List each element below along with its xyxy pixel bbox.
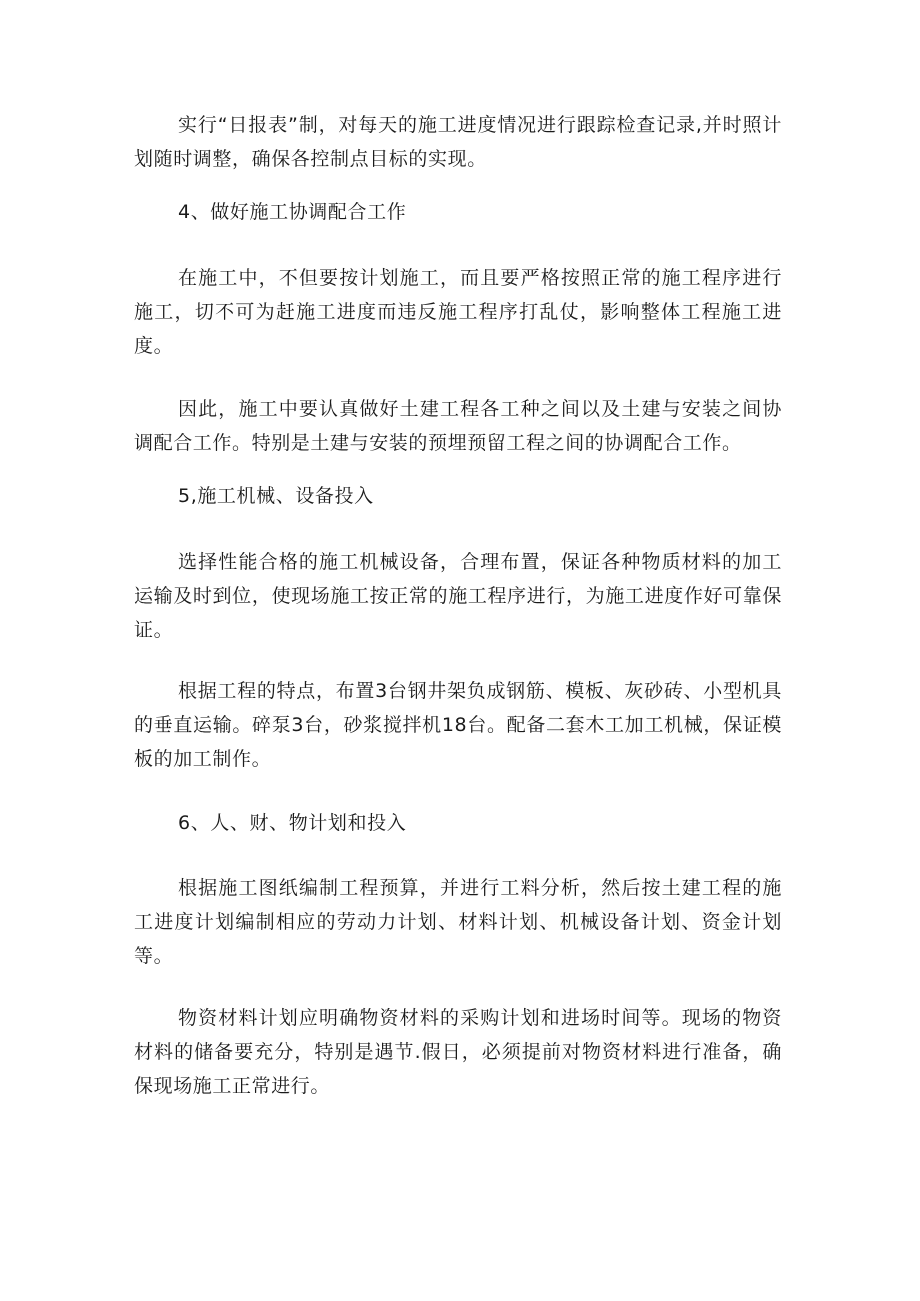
section-heading-4: 4、做好施工协调配合工作: [178, 201, 407, 223]
paragraph-construction-sequence: 在施工中，不但要按计划施工，而且要严格按照正常的施工程序进行施工，切不可为赶施工进度而违反施工程序打乱仗，影响整体工程施工进度。: [134, 267, 782, 357]
section-heading-5: 5,施工机械、设备投入: [178, 485, 374, 507]
paragraph-coordination: 因此，施工中要认真做好土建工程各工种之间以及土建与安装之间协调配合工作。特别是土建与安装的预埋预留工程之间的协调配合工作。: [134, 398, 782, 454]
section-heading-6: 6、人、财、物计划和投入: [178, 812, 407, 834]
paragraph-machinery-layout: 根据工程的特点，布置3台钢井架负成钢筋、模板、灰砂砖、小型机具的垂直运输。碎泵3台，砂浆搅拌机18台。配备二套木工加工机械，保证模板的加工制作。: [134, 680, 782, 770]
paragraph-budget-plan: 根据施工图纸编制工程预算，并进行工料分析，然后按土建工程的施工进度计划编制相应的劳动力计划、材料计划、机械设备计划、资金计划等。: [134, 877, 782, 967]
paragraph-machinery-selection: 选择性能合格的施工机械设备，合理布置，保证各种物质材料的加工运输及时到位，使现场施工按正常的施工程序进行，为施工进度作好可靠保证。: [134, 551, 782, 641]
paragraph-material-plan: 物资材料计划应明确物资材料的采购计划和进场时间等。现场的物资材料的储备要充分，特别是遇节.假日，必须提前对物资材料进行准备，确保现场施工正常进行。: [134, 1007, 782, 1097]
paragraph-daily-report: 实行“日报表”制，对每天的施工进度情况进行跟踪检查记录,并时照计划随时调整，确保各控制点目标的实现。: [134, 114, 782, 170]
